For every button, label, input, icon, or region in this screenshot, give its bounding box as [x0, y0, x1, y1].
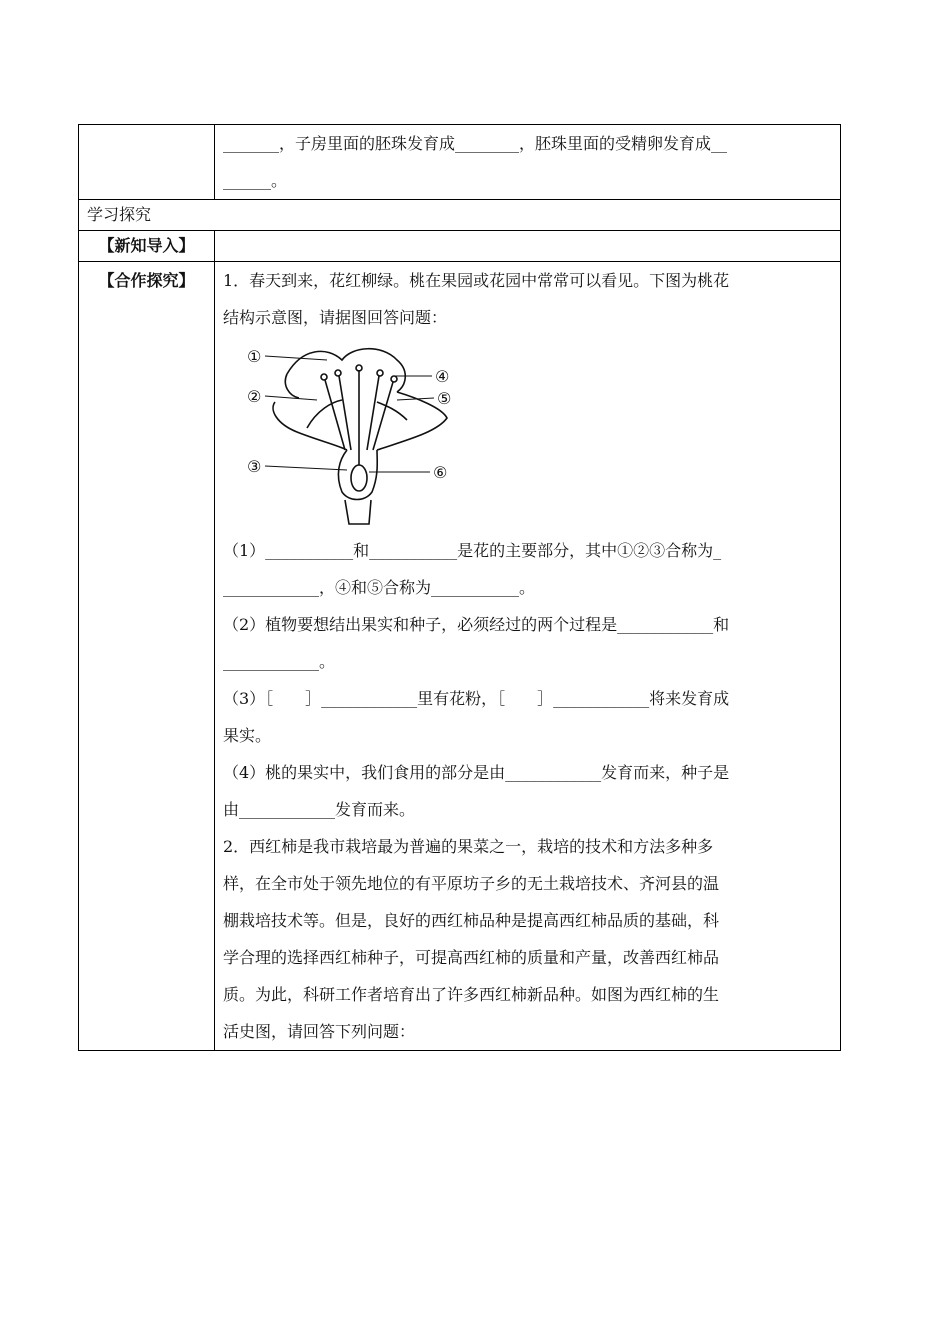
text-line: _______，子房里面的胚珠发育成________，胚珠里面的受精卵发育成__: [223, 134, 728, 153]
question-line: （1）___________和___________是花的主要部分，其中①②③合称为_: [223, 541, 722, 560]
question-line: 2．西红柿是我市栽培最为普遍的果菜之一，栽培的技术和方法多种多: [223, 837, 714, 856]
flower-structure-svg: [247, 340, 477, 530]
worksheet-table: [78, 124, 841, 1051]
ovary-ovule: [351, 465, 367, 491]
empty-label-cell: [79, 125, 215, 200]
new-knowledge-label-cell: [79, 231, 215, 262]
label-1: ①: [247, 347, 262, 366]
question-line: 学合理的选择西红柿种子，可提高西红柿的质量和产量，改善西红柿品: [223, 948, 720, 967]
label-6: ⑥: [433, 463, 448, 482]
text-line: 结构示意图，请据图回答问题：: [223, 308, 448, 327]
fill-blank-cell: [215, 125, 841, 200]
section-title: 学习探究: [87, 205, 152, 224]
question-line: （4）桃的果实中，我们食用的部分是由____________发育而来，种子是: [223, 763, 730, 782]
new-knowledge-label: 【新知导入】: [98, 236, 195, 255]
question-line: （2）植物要想结出果实和种子，必须经过的两个过程是____________和: [223, 615, 730, 634]
table-row: [79, 200, 841, 231]
label-3: ③: [247, 457, 262, 476]
section-title-cell: [79, 200, 841, 231]
question-line: 果实。: [223, 726, 272, 745]
new-knowledge-content-cell: [215, 231, 841, 262]
cooperative-label-cell: [79, 262, 215, 1051]
table-row: [79, 125, 841, 200]
question-line: 由____________发育而来。: [223, 800, 416, 819]
petal-left: [273, 402, 347, 450]
stalk: [345, 500, 371, 524]
question-line: 质。为此，科研工作者培育出了许多西红柿新品种。如图为西红柿的生: [223, 985, 720, 1004]
receptacle: [338, 450, 377, 500]
question-line: ____________。: [223, 652, 336, 671]
label-5: ⑤: [437, 389, 452, 408]
table-row: [79, 231, 841, 262]
question-line: 棚栽培技术等。但是，良好的西红柿品种是提高西红柿品质的基础，科: [223, 911, 720, 930]
label-4: ④: [435, 367, 450, 386]
text-line: 1．春天到来，花红柳绿。桃在果园或花园中常常可以看见。下图为桃花: [223, 271, 730, 290]
table-row: [79, 262, 841, 1051]
text-line: ______。: [223, 171, 288, 190]
label-2: ②: [247, 387, 262, 406]
question-line: （3）［ ］____________里有花粉，［ ］____________将来发育成: [223, 689, 730, 708]
cooperative-label: 【合作探究】: [98, 271, 195, 290]
question-line: 活史图，请回答下列问题：: [223, 1022, 416, 1041]
question-line: ____________，④和⑤合称为___________。: [223, 578, 536, 597]
petal-outline: [287, 349, 405, 392]
peach-flower-diagram: [223, 336, 832, 532]
cooperative-content-cell: [215, 262, 841, 1051]
question-line: 样，在全市处于领先地位的有平原坊子乡的无土栽培技术、齐河县的温: [223, 874, 720, 893]
